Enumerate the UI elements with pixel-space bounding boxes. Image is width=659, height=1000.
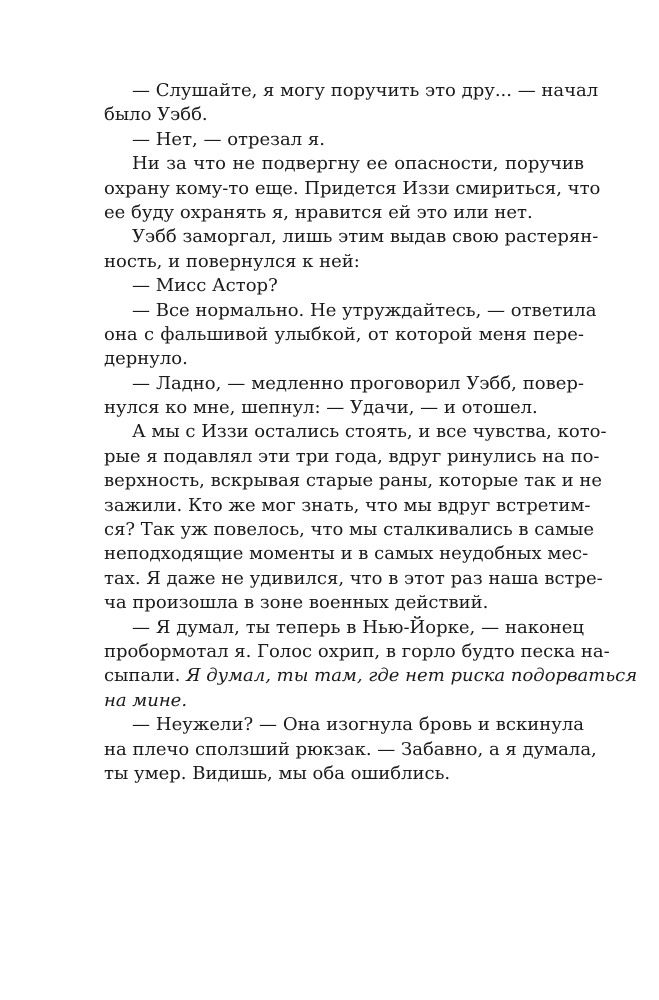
text-line: дернуло. (104, 348, 188, 370)
text-line: — Ладно, — медленно проговорил Уэбб, повер- (132, 372, 584, 394)
text-line: Уэбб заморгал, лишь этим выдав свою растерян- (132, 226, 599, 248)
text-line: А мы с Иззи остались стоять, и все чувства, кото- (132, 421, 607, 443)
text-line: было Уэбб. (104, 104, 208, 126)
text-line: нулся ко мне, шепнул: — Удачи, — и отошел. (104, 397, 538, 419)
text-line: — Слушайте, я могу поручить это дру... — начал (132, 80, 599, 101)
text-line: охрану кому-то еще. Придется Иззи смириться, что (104, 177, 601, 199)
text-line (104, 664, 638, 688)
text-line: зажили. Кто же мог знать, что мы вдруг встретим- (104, 494, 591, 516)
text-line: Ни за что не подвергну ее опасности, поручив (132, 153, 584, 175)
text-line: пробормотал я. Голос охрип, в горло будто песка на- (104, 640, 610, 662)
text-line: ты умер. Видишь, мы оба ошиблись. (104, 762, 451, 784)
text-line: ча произошла в зоне военных действий. (104, 592, 489, 614)
text-line: ность, и повернулся к ней: (104, 250, 360, 272)
text-line: она с фальшивой улыбкой, от которой меня пере- (104, 323, 584, 345)
text-line: ее буду охранять я, нравится ей это или нет. (104, 201, 533, 223)
text-line: — Все нормально. Не утруждайтесь, — ответила (132, 299, 597, 321)
text-line: — Неужели? — Она изогнула бровь и вскинула (132, 714, 584, 736)
text-line: — Мисс Астор? (132, 275, 278, 297)
text-line: тах. Я даже не удивился, что в этот раз наша встре- (104, 567, 603, 589)
text-span: сыпали. (104, 665, 187, 687)
text-line: — Я думал, ты теперь в Нью-Йорке, — наконец (132, 616, 584, 638)
text-line: рые я подавлял эти три года, вдруг ринулись на по- (104, 445, 600, 467)
text-line: — Нет, — отрезал я. (132, 128, 325, 150)
italic-thought: Я думал, ты там, где нет риска подорваться (186, 665, 638, 687)
text-line: верхность, вскрывая старые раны, которые так и не (104, 470, 602, 492)
text-line: ся? Так уж повелось, что мы сталкивались в самые (104, 519, 595, 541)
italic-thought: на мине. (104, 689, 188, 711)
page-text (104, 79, 638, 786)
text-line: неподходящие моменты и в самых неудобных мес- (104, 543, 589, 565)
text-line: на плечо сползший рюкзак. — Забавно, а я думала, (104, 738, 597, 760)
